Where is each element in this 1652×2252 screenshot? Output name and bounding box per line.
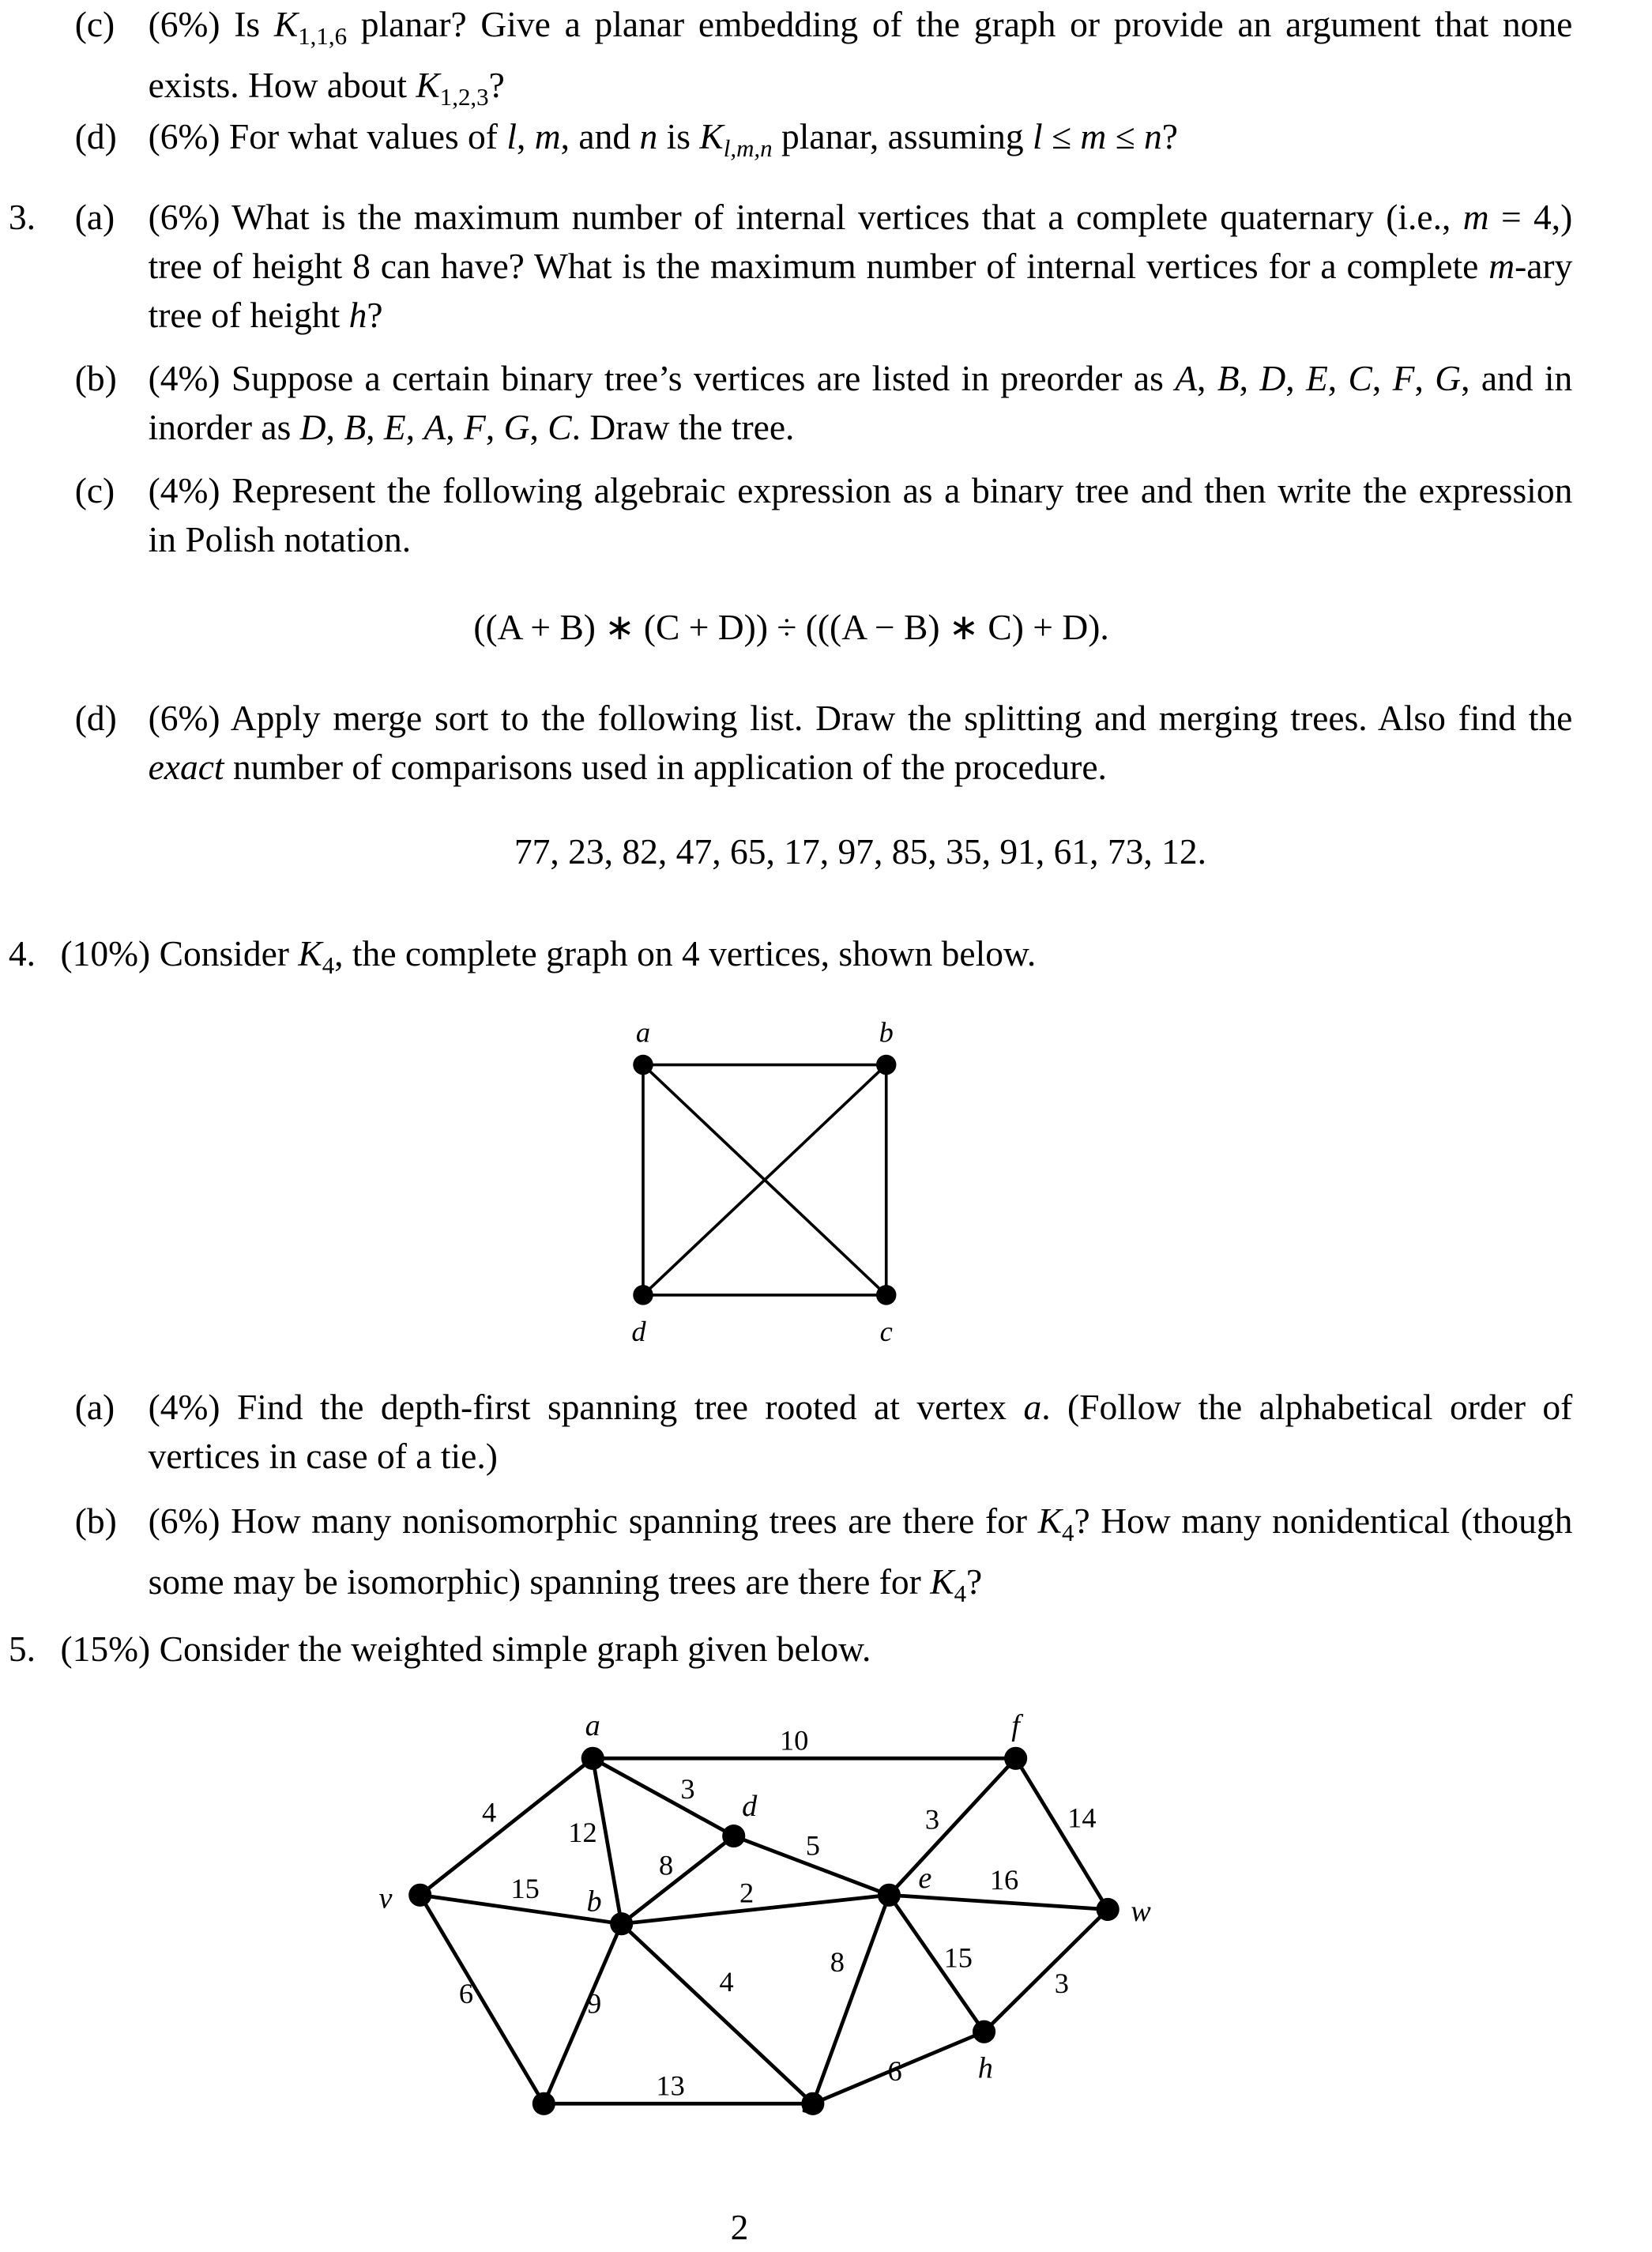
edge-h-w xyxy=(984,1909,1108,2032)
question-text-3c xyxy=(149,466,1573,564)
vertex-v xyxy=(408,1884,431,1907)
text-run: A xyxy=(1175,357,1198,398)
question-text-3a xyxy=(149,193,1573,340)
part-label: (d) xyxy=(74,697,117,738)
vertex-b xyxy=(610,1912,633,1935)
text-run: A xyxy=(423,406,446,447)
part-label: (a) xyxy=(74,197,115,237)
question-text-4b xyxy=(149,1497,1573,1618)
text-run: F xyxy=(1392,357,1415,398)
text-run: ? How many nonidentical (though some may be isomorphic) spanning trees are there for xyxy=(148,1500,1573,1602)
text-run: number of comparisons used in application of the procedure. xyxy=(224,746,1107,787)
text-run: , xyxy=(485,406,504,447)
edge-v-a xyxy=(420,1758,593,1895)
vertex-label: d xyxy=(742,1790,758,1824)
text-run: , xyxy=(1372,357,1393,398)
edge-weight: 13 xyxy=(656,2069,685,2102)
text-run: G xyxy=(1435,357,1462,398)
subscript: 4 xyxy=(1062,1518,1074,1546)
text-run: l xyxy=(506,116,517,157)
text-run: -ary tree of height xyxy=(148,245,1573,335)
subscript: 1,2,3 xyxy=(439,83,489,111)
edge-weight: 5 xyxy=(805,1829,820,1862)
text-run: h xyxy=(348,294,367,335)
text-run: n xyxy=(639,116,658,157)
text-run: is xyxy=(657,116,700,157)
text-run: , and in inorder as xyxy=(148,357,1573,447)
text-run: C xyxy=(548,406,572,447)
text-run: K xyxy=(273,4,299,44)
edge-weight: 15 xyxy=(943,1941,973,1974)
question-text-4a xyxy=(149,1383,1573,1481)
text-run: , xyxy=(446,406,465,447)
text-run: (6%) For what values of xyxy=(148,116,507,157)
part-label: (c) xyxy=(74,4,115,44)
vertex-label: g xyxy=(802,2080,818,2114)
k4-vertex-label: a xyxy=(635,1016,651,1049)
text-run: ? xyxy=(1161,116,1178,157)
vertex-h xyxy=(973,2020,995,2043)
vertex-a xyxy=(581,1747,604,1770)
edge-c-b xyxy=(544,1924,621,2104)
text-run: m xyxy=(1462,197,1489,237)
edge-weight: 4 xyxy=(482,1796,497,1828)
text-run: (6%) How many nonisomorphic spanning trees are there for xyxy=(148,1500,1038,1541)
edge-weight: 3 xyxy=(680,1773,695,1806)
vertex-label: e xyxy=(918,1862,932,1896)
question-text-3b xyxy=(149,354,1573,452)
page-number: 2 xyxy=(730,2206,749,2247)
vertex-label: a xyxy=(585,1709,600,1743)
part-label: (a) xyxy=(74,1386,115,1427)
text-run: (6%) What is the maximum number of internal vertices that a complete quaternary (i.e., xyxy=(148,197,1463,237)
subscript: l,m,n xyxy=(723,134,773,163)
text-run: , xyxy=(405,406,424,447)
text-run: , and xyxy=(560,116,640,157)
question-text-2d xyxy=(149,112,1573,173)
text-run: , xyxy=(366,406,384,447)
text-run: , xyxy=(1414,357,1436,398)
text-run: l ≤ m ≤ n xyxy=(1033,116,1162,157)
edge-b-e xyxy=(622,1895,890,1923)
edge-b-g xyxy=(622,1924,813,2104)
text-run: (4%) Find the depth-first spanning tree rooted at vertex xyxy=(148,1386,1024,1427)
edge-weight: 16 xyxy=(989,1863,1019,1896)
text-run: ? xyxy=(488,65,505,105)
text-run: (4%) Represent the following algebraic expression as a binary tree and then write the expression in Polish notation. xyxy=(148,470,1573,559)
text-run: K xyxy=(298,933,322,974)
text-run: planar, assuming xyxy=(772,116,1033,157)
question-number: 4. xyxy=(8,933,36,974)
text-run: (4%) Suppose a certain binary tree’s vertices are listed in preorder as xyxy=(148,357,1176,398)
text-run: (10%) Consider xyxy=(60,933,299,974)
text-run: E xyxy=(1305,357,1328,398)
edge-weight: 6 xyxy=(887,2055,902,2088)
text-run: (6%) Is xyxy=(148,4,274,44)
text-run: , xyxy=(1285,357,1306,398)
subscript: 4 xyxy=(322,951,335,980)
vertex-f xyxy=(1004,1747,1027,1770)
vertex-w xyxy=(1097,1898,1120,1921)
edge-weight: 8 xyxy=(830,1945,845,1978)
edge-weight: 2 xyxy=(739,1877,755,1909)
text-run: D xyxy=(299,406,326,447)
text-run: K xyxy=(416,65,440,105)
text-run: . (Follow the alphabetical order of vertices in case of a tie.) xyxy=(148,1386,1573,1476)
text-run: planar? Give a planar embedding of the graph or provide an argument that none exists. How about xyxy=(148,4,1573,105)
text-run: D xyxy=(1259,357,1286,398)
edge-weight: 12 xyxy=(568,1816,597,1848)
question-text-2c xyxy=(149,0,1573,122)
vertex-label: c xyxy=(536,2080,551,2114)
text-run: , xyxy=(529,406,548,447)
part-label: (c) xyxy=(74,470,115,510)
text-run: , xyxy=(1327,357,1349,398)
subscript: 1,1,6 xyxy=(298,22,348,51)
question-number: 3. xyxy=(8,197,36,237)
text-run: ? xyxy=(966,1561,983,1602)
edge-f-w xyxy=(1016,1758,1108,1909)
question-text-4 xyxy=(60,929,1572,990)
vertex-label: f xyxy=(1011,1709,1020,1743)
edge-b-d xyxy=(622,1836,734,1924)
edge-weight: 6 xyxy=(458,1977,474,2009)
edge-a-d xyxy=(593,1758,733,1836)
edge-e-g xyxy=(813,1895,890,2103)
edge-v-c xyxy=(420,1895,544,2103)
text-run: , the complete graph on 4 vertices, shown below. xyxy=(334,933,1037,974)
subscript: 4 xyxy=(954,1579,967,1607)
vertex-label: h xyxy=(977,2051,993,2085)
edge-e-w xyxy=(889,1895,1108,1909)
edge-weight: 14 xyxy=(1067,1802,1097,1834)
edge-weight: 9 xyxy=(586,1987,602,2020)
text-run: , xyxy=(326,406,344,447)
text-run: G xyxy=(503,406,530,447)
text-run: = 4,) tree of height 8 can have? What is the maximum number of internal vertices for a complete xyxy=(148,197,1573,286)
question-text-5 xyxy=(60,1625,1572,1674)
k4-vertex-label: d xyxy=(631,1316,646,1348)
vertex-label: b xyxy=(586,1885,602,1919)
edge-weight: 4 xyxy=(719,1966,734,1998)
edge-weight: 8 xyxy=(659,1849,674,1881)
text-run: B xyxy=(344,406,367,447)
question-number: 5. xyxy=(8,1628,36,1669)
algebraic-expression: ((A + B) ∗ (C + D)) ÷ (((A − B) ∗ C) + D). xyxy=(473,606,1109,647)
text-run: K xyxy=(1037,1500,1063,1541)
edge-weight: 3 xyxy=(1054,1968,1069,2000)
text-run: E xyxy=(383,406,406,447)
text-run: B xyxy=(1217,357,1240,398)
k4-vertex-label: c xyxy=(879,1316,893,1348)
text-run: ? xyxy=(367,294,383,335)
part-label: (b) xyxy=(74,357,117,398)
part-label: (b) xyxy=(74,1500,117,1541)
text-run: a xyxy=(1023,1386,1042,1427)
text-run: F xyxy=(464,406,486,447)
question-text-3d xyxy=(149,694,1573,792)
text-run: , xyxy=(1197,357,1217,398)
merge-sort-list: 77, 23, 82, 47, 65, 17, 97, 85, 35, 91, 61, 73, 12. xyxy=(514,831,1207,872)
text-run: K xyxy=(930,1561,954,1602)
text-run: , xyxy=(1239,357,1260,398)
text-run: (15%) Consider the weighted simple graph given below. xyxy=(60,1628,871,1669)
text-run: , xyxy=(517,116,535,157)
vertex-label: w xyxy=(1131,1895,1151,1929)
edge-weight: 15 xyxy=(510,1872,540,1904)
text-run: (6%) Apply merge sort to the following list. Draw the splitting and merging trees. Also find the xyxy=(148,697,1573,738)
k4-vertex-label: b xyxy=(879,1016,894,1049)
text-run: m xyxy=(1488,245,1515,286)
text-run: m xyxy=(534,116,561,157)
part-label: (d) xyxy=(74,116,117,157)
text-run: exact xyxy=(148,746,224,787)
text-run: C xyxy=(1348,357,1372,398)
edge-weight: 3 xyxy=(924,1803,940,1836)
vertex-e xyxy=(878,1884,901,1907)
edge-weight: 10 xyxy=(779,1724,809,1757)
text-run: K xyxy=(699,116,724,157)
vertex-d xyxy=(722,1825,745,1847)
vertex-label: v xyxy=(378,1881,393,1915)
text-run: . Draw the tree. xyxy=(571,406,795,447)
